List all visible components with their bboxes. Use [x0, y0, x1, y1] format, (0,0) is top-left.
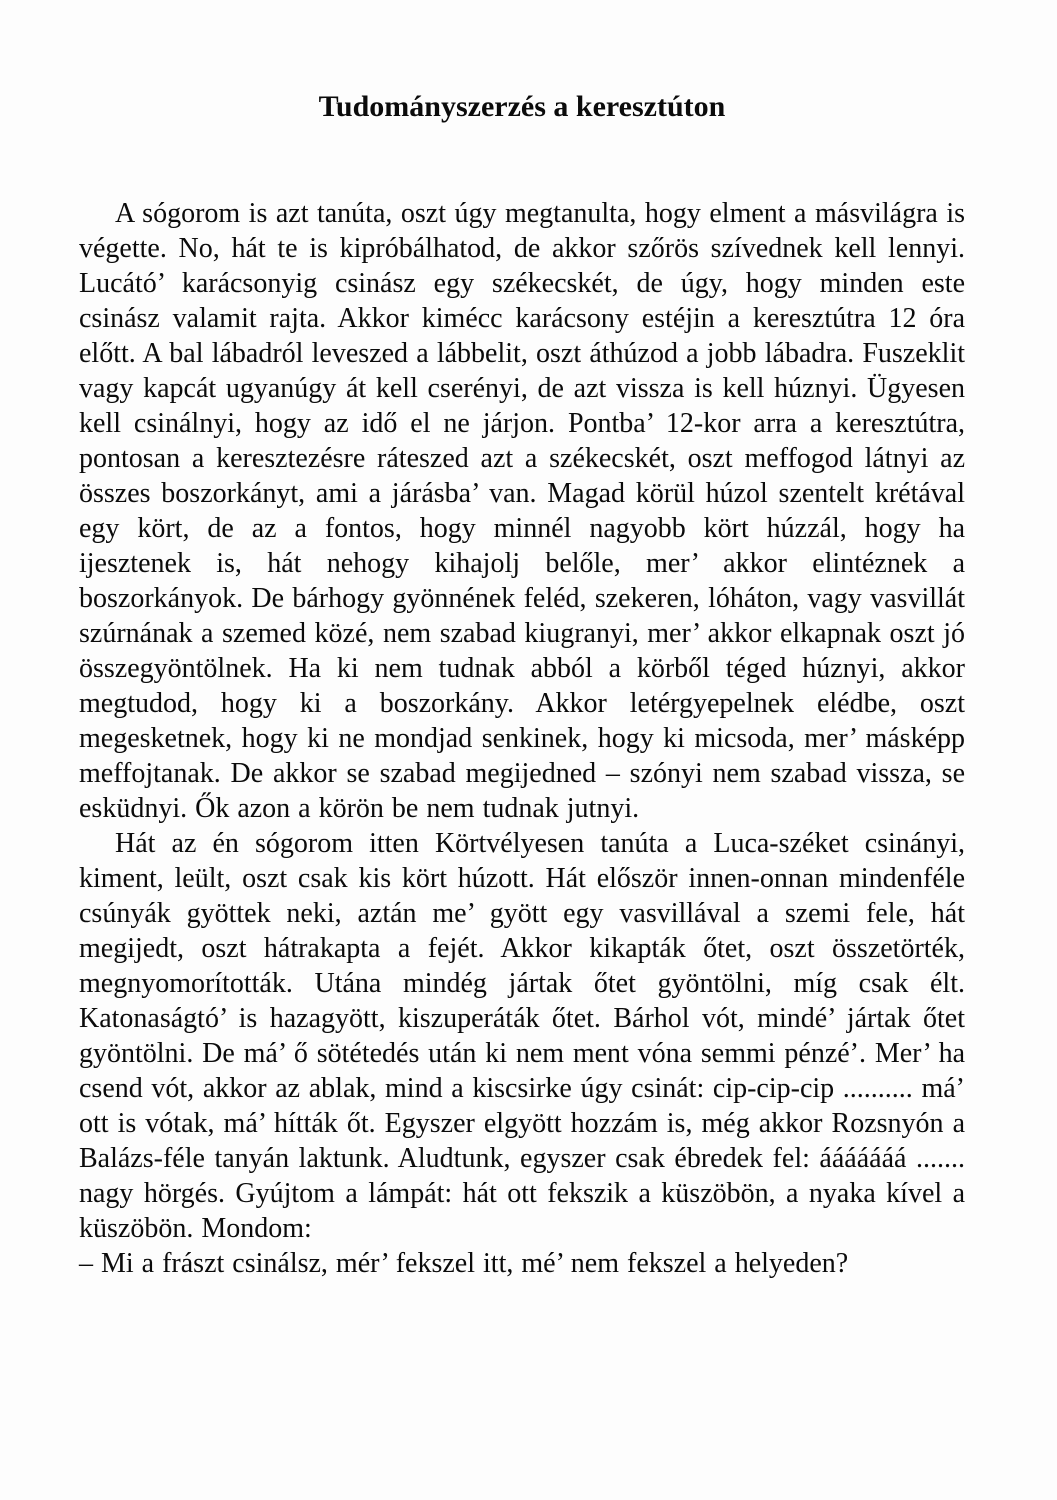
- paragraph-instructions: A sógorom is azt tanúta, oszt úgy megtanulta, hogy elment a másvilágra is végette. No, hát te is kipróbálhatod, de akkor szőrös szívednek kell lennyi. Lucátó’ karácsonyig csinász egy székecskét, de úgy, hogy minden este csinász valamit rajta. Akkor kimécc karácsony estéjin a keresztútra 12 óra előtt. A bal lábadról leveszed a lábbelit, oszt áthúzod a jobb lábadra. Fuszeklit vagy kapcát ugyanúgy át kell cserényi, de azt vissza is kell húznyi. Ügyesen kell csinálnyi, hogy az idő el ne járjon. Pontba’ 12-kor arra a keresztútra, pontosan a keresztezésre ráteszed azt a székecskét, oszt meffogod látnyi az összes boszorkányt, ami a járásba’ van. Magad körül húzol szentelt krétával egy kört, de az a fontos, hogy minnél nagyobb kört húzzál, hogy ha ijesztenek is, hát nehogy kihajolj belőle, mer’ akkor elintéznek a boszorkányok. De bárhogy gyönnének feléd, szekeren, lóháton, vagy vasvillát szúrnának a szemed közé, nem szabad kiugranyi, mer’ akkor elkapnak oszt jó összegyöntölnek. Ha ki nem tudnak abból a körből téged húznyi, akkor megtudod, hogy ki a boszorkány. Akkor letérgyepelnek elédbe, oszt megesketnek, hogy ki ne mondjad senkinek, hogy ki micsoda, mer’ másképp meffojtanak. De akkor se szabad megijedned – szónyi nem szabad vissza, se esküdnyi. Ők azon a körön be nem tudnak jutnyi.: [79, 198, 965, 824]
- paragraph-dialogue-line: – Mi a frászt csinálsz, mér’ fekszel itt, mé’ nem fekszel a helyeden?: [79, 1248, 849, 1279]
- paragraph-story: Hát az én sógorom itten Körtvélyesen tanúta a Luca-széket csinányi, kiment, leült, oszt csak kis kört húzott. Hát először innen-onnan mindenféle csúnyák gyöttek neki, aztán me’ gyött egy vasvillával a szemi fele, hát megijedt, oszt hátrakapta a fejét. Akkor kikapták őtet, oszt összetörték, megnyomorították. Utána mindég jártak őtet gyöntölni, míg csak élt. Katonaságtó’ is hazagyött, kiszuperáták őtet. Bárhol vót, mindé’ jártak őtet gyöntölni. De má’ ő sötétedés után ki nem ment vóna semmi pénzé’. Mer’ ha csend vót, akkor az ablak, mind a kiscsirke úgy csinát: cip-cip-cip .......... má’ ott is vótak, má’ hítták őt. Egyszer elgyött hozzám is, még akkor Rozsnyón a Balázs-féle tanyán laktunk. Aludtunk, egyszer csak ébredek fel: ááááááá ....... nagy hörgés. Gyújtom a lámpát: hát ott fekszik a küszöbön, a nyaka kível a küszöbön. Mondom:: [79, 828, 965, 1244]
- document-body: [79, 196, 965, 1281]
- document-title: Tudományszerzés a keresztúton: [318, 90, 726, 123]
